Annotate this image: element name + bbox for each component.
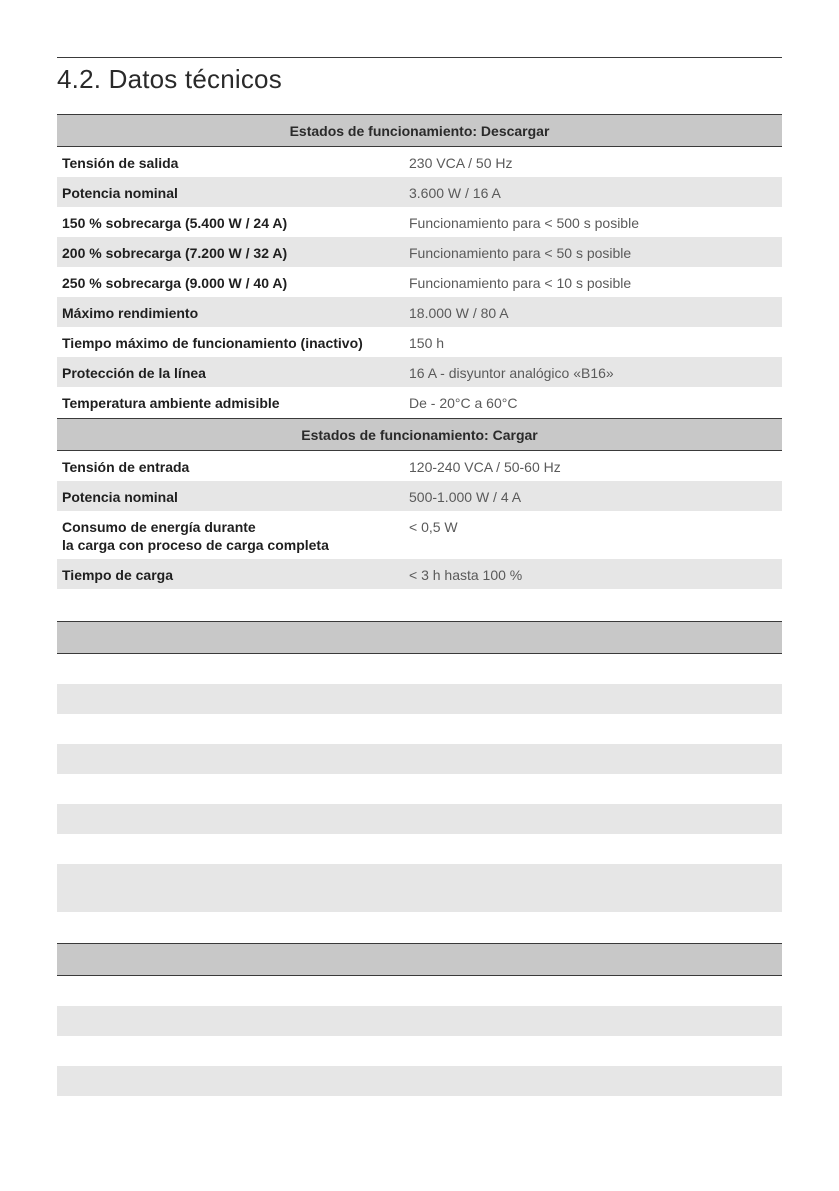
table-row	[57, 147, 782, 177]
row-value: 18.000 W / 80 A	[409, 305, 509, 321]
row-label: Potencia nominal	[62, 185, 178, 201]
table-row	[57, 237, 782, 267]
row-label	[57, 511, 404, 559]
table-row	[57, 1036, 782, 1066]
table-row	[57, 559, 782, 589]
row-label: Potencia nominal	[62, 489, 178, 505]
table-row	[57, 451, 782, 481]
row-value: De - 20°C a 60°C	[409, 395, 518, 411]
row-value: Funcionamiento para < 10 s posible	[409, 275, 632, 291]
table-row	[57, 357, 782, 387]
table-row	[57, 1006, 782, 1036]
row-value: < 0,5 W	[409, 519, 458, 535]
empty-table	[57, 943, 782, 1096]
table-row	[57, 804, 782, 834]
table-row	[57, 327, 782, 357]
table-row	[57, 177, 782, 207]
discharge-table-header: Estados de funcionamiento: Descargar	[57, 114, 782, 147]
table-row	[57, 774, 782, 804]
row-label: 250 % sobrecarga (9.000 W / 40 A)	[62, 275, 288, 291]
table-row	[57, 744, 782, 774]
top-rule	[57, 57, 782, 58]
row-value: 500-1.000 W / 4 A	[409, 489, 522, 505]
table-row	[57, 864, 782, 912]
table-row	[57, 714, 782, 744]
row-label: Tensión de salida	[62, 155, 179, 171]
table-row	[57, 267, 782, 297]
table-row	[57, 387, 782, 417]
empty-table-header	[57, 943, 782, 976]
table-row	[57, 834, 782, 864]
table-row	[57, 684, 782, 714]
row-label: 200 % sobrecarga (7.200 W / 32 A)	[62, 245, 288, 261]
table-row	[57, 976, 782, 1006]
row-label: Tiempo máximo de funcionamiento (inactivo)	[62, 335, 363, 351]
row-label: Protección de la línea	[62, 365, 206, 381]
row-label-line: Consumo de energía durante	[62, 519, 256, 535]
row-value: 16 A - disyuntor analógico «B16»	[409, 365, 614, 381]
table-row	[57, 1066, 782, 1096]
row-value: Funcionamiento para < 50 s posible	[409, 245, 632, 261]
row-label-line: la carga con proceso de carga completa	[62, 537, 329, 553]
table-row	[57, 297, 782, 327]
table-row	[57, 654, 782, 684]
row-value: Funcionamiento para < 500 s posible	[409, 215, 639, 231]
row-label: 150 % sobrecarga (5.400 W / 24 A)	[62, 215, 288, 231]
empty-table-header	[57, 621, 782, 654]
row-label: Tensión de entrada	[62, 459, 190, 475]
empty-table	[57, 621, 782, 912]
row-value: 150 h	[409, 335, 445, 351]
charge-table	[57, 418, 782, 589]
row-value: < 3 h hasta 100 %	[409, 567, 523, 583]
row-label: Tiempo de carga	[62, 567, 174, 583]
row-value: 230 VCA / 50 Hz	[409, 155, 513, 171]
table-row	[57, 207, 782, 237]
charge-table-header: Estados de funcionamiento: Cargar	[57, 418, 782, 451]
row-label: Máximo rendimiento	[62, 305, 199, 321]
table-row	[57, 511, 782, 559]
discharge-table	[57, 114, 782, 417]
page-title: 4.2. Datos técnicos	[57, 64, 282, 94]
table-row	[57, 481, 782, 511]
row-value: 3.600 W / 16 A	[409, 185, 501, 201]
row-label: Temperatura ambiente admisible	[62, 395, 280, 411]
row-value: 120-240 VCA / 50-60 Hz	[409, 459, 561, 475]
